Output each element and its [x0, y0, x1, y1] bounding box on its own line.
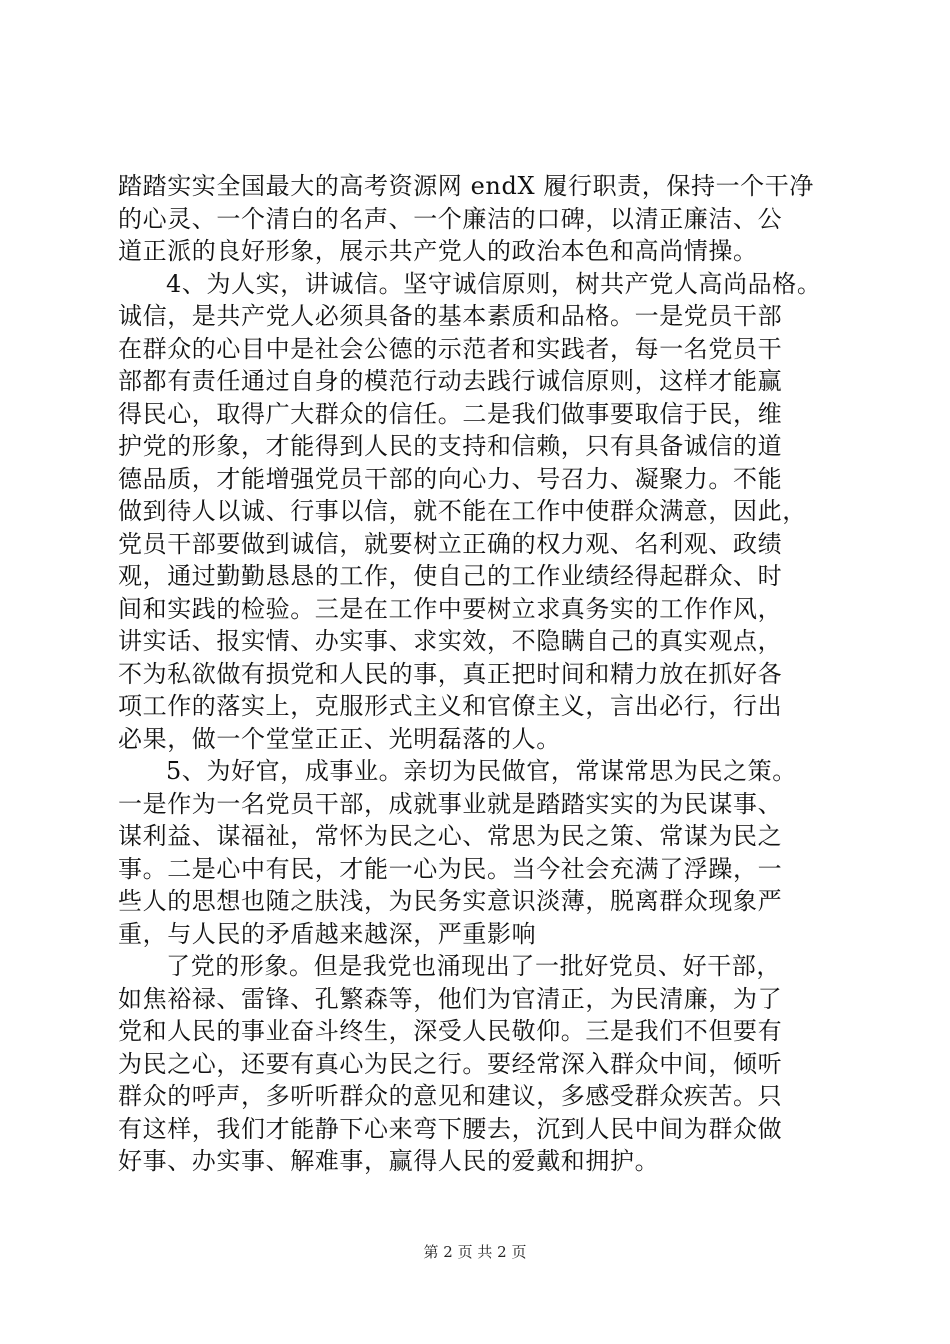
text-line: 的心灵、一个清白的名声、一个廉洁的口碑，以清正廉洁、公 [118, 204, 783, 233]
text-line: 德品质，才能增强党员干部的向心力、号召力、凝聚力。不能 [118, 464, 783, 493]
text-line: 了党的形象。但是我党也涌现出了一批好党员、好干部， [166, 952, 781, 980]
text-line: 重，与人民的矛盾越来越深，严重影响 [118, 919, 537, 948]
text-line: 4、为人实，讲诚信。坚守诚信原则，树共产党人高尚品格。 [166, 269, 822, 298]
page-footer: 第 2 页 共 2 页 [423, 1243, 527, 1261]
text-line: 道正派的良好形象，展示共产党人的政治本色和高尚情操。 [118, 237, 758, 265]
text-line: 诚信，是共产党人必须具备的基本素质和品格。一是党员干部 [118, 302, 783, 330]
text-line: 好事、办实事、解难事，赢得人民的爱戴和拥护。 [118, 1147, 660, 1175]
text-line: 有这样，我们才能静下心来弯下腰去，沉到人民中间为群众做 [118, 1114, 783, 1143]
text-line: 观，通过勤勤恳恳的工作，使自己的工作业绩经得起群众、时 [118, 562, 783, 590]
text-line: 部都有责任通过自身的模范行动去践行诚信原则，这样才能赢 [118, 367, 783, 395]
text-line: 项工作的落实上，克服形式主义和官僚主义，言出必行，行出 [118, 692, 783, 720]
text-line: 党员干部要做到诚信，就要树立正确的权力观、名利观、政绩 [118, 529, 783, 558]
text-line: 党和人民的事业奋斗终生，深受人民敬仰。三是我们不但要有 [118, 1017, 783, 1045]
text-line: 5、为好官，成事业。亲切为民做官，常谋常思为民之策。 [166, 757, 797, 785]
text-line: 不为私欲做有损党和人民的事，真正把时间和精力放在抓好各 [118, 659, 783, 688]
text-line: 一是作为一名党员干部，成就事业就是踏踏实实的为民谋事、 [118, 789, 783, 818]
text-line: 间和实践的检验。三是在工作中要树立求真务实的工作作风， [118, 594, 783, 623]
text-line: 如焦裕禄、雷锋、孔繁森等，他们为官清正，为民清廉，为了 [118, 984, 783, 1013]
text-line: 事。二是心中有民，才能一心为民。当今社会充满了浮躁，一 [118, 854, 783, 883]
text-line: 必果，做一个堂堂正正、光明磊落的人。 [118, 724, 561, 753]
text-line: 些人的思想也随之肤浅，为民务实意识淡薄，脱离群众现象严 [118, 887, 783, 915]
text-line: 做到待人以诚、行事以信，就不能在工作中使群众满意，因此， [118, 497, 807, 525]
text-line: 谋利益、谋福祉，常怀为民之心、常思为民之策、常谋为民之 [118, 822, 783, 850]
text-line: 踏踏实实全国最大的高考资源网 endX 履行职责，保持一个干净 [118, 172, 814, 200]
document-body [118, 170, 838, 1178]
text-line: 护党的形象，才能得到人民的支持和信赖，只有具备诚信的道 [118, 432, 783, 460]
text-line: 群众的呼声，多听听群众的意见和建议，多感受群众疾苦。只 [118, 1082, 783, 1110]
text-line: 得民心，取得广大群众的信任。二是我们做事要取信于民，维 [118, 399, 783, 428]
text-line: 为民之心，还要有真心为民之行。要经常深入群众中间，倾听 [118, 1049, 783, 1078]
text-line: 讲实话、报实情、办实事、求实效，不隐瞒自己的真实观点， [118, 627, 783, 655]
text-line: 在群众的心目中是社会公德的示范者和实践者，每一名党员干 [118, 334, 783, 363]
